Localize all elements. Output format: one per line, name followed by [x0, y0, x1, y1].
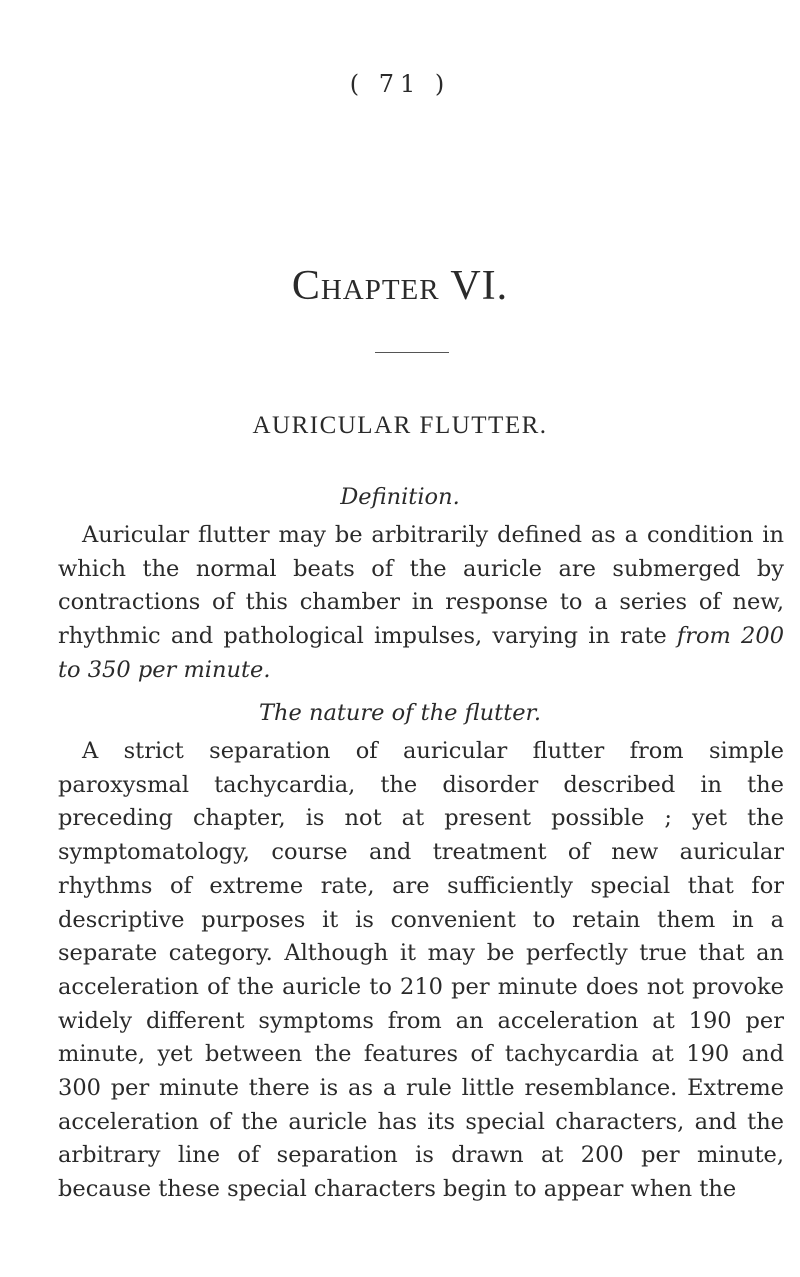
- definition-text: Auricular flutter may be arbitrarily defined as a condition in which the normal beats of the auricle are submerged by contractions of this chamber in response to a series of new, rhythmic and pathological impulses, varying in rate: [58, 522, 784, 650]
- chapter-title: Chapter VI.: [291, 263, 509, 309]
- definition-heading: Definition.: [340, 484, 460, 510]
- section-title: AURICULAR FLUTTER.: [252, 412, 548, 439]
- nature-paragraph: A strict separation of auricular flutter from simple paroxysmal tachycardia, the disorder described in the preceding chapter, is not at present possible ; yet the symptomatology, course and treatment of new auricular rhythms of extreme rate, are sufficiently special that for descriptive purposes it is convenient to retain them in a separate category. Although it may be perfectly true that an acceleration of the auricle to 210 per minute does not provoke widely different symptoms from an acceleration at 190 per minute, yet between the features of tachycardia at 190 and 300 per minute there is as a rule little resemblance. Extreme acceleration of the auricle has its special characters, and the arbitrary line of separation is drawn at 200 per minute, because these special characters begin to appear when the: [58, 738, 784, 1203]
- page-number: ( 71 ): [349, 70, 451, 98]
- nature-heading: The nature of the flutter.: [259, 700, 541, 726]
- definition-paragraph: [58, 519, 784, 688]
- definition-rate-text: from 200 to 350 per minute.: [58, 623, 785, 683]
- section-divider: [375, 352, 449, 353]
